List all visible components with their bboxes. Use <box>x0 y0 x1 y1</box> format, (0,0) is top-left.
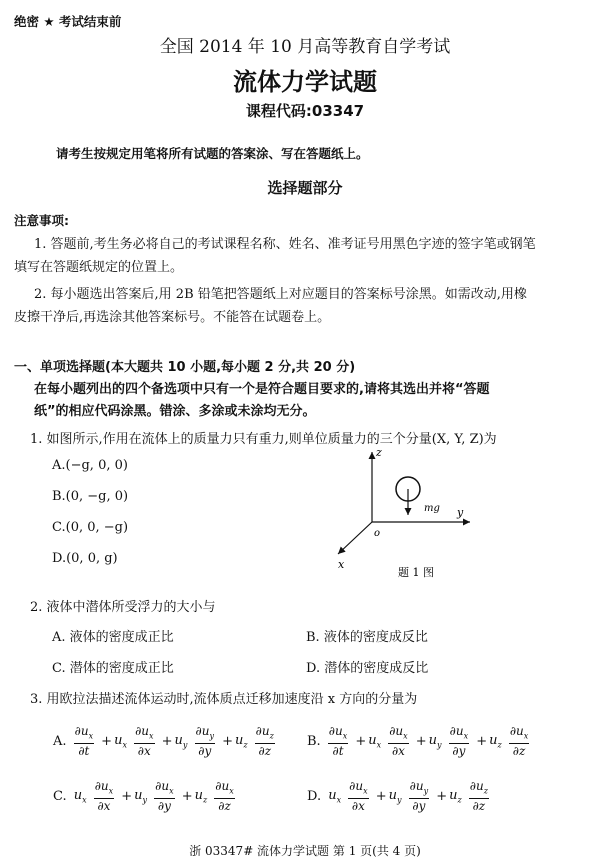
exam-title: 全国 2014 年 10 月高等教育自学考试 <box>159 37 451 57</box>
q2-option-b: B. 液体的密度成反比 <box>306 630 428 645</box>
page-footer: 浙 03347# 流体力学试题 第 1 页(共 4 页) <box>189 844 421 858</box>
figure-caption: 题 1 图 <box>398 566 434 579</box>
secret-label: 绝密 ★ 考试结束前 <box>14 14 122 29</box>
q3-option-c: C. $u_x$ $\frac{\partial u_x}{\partial x}$ + $u_y$ $\frac{\partial u_x}{\partial y}$ + $u_z$ $\frac{\partial u_x}{\partial z}$ <box>53 779 234 814</box>
notes-heading: 注意事项: <box>14 213 69 228</box>
q3-option-b: B. $\frac{\partial u_x}{\partial t}$ + $u_x$ $\frac{\partial u_x}{\partial x}$ + $u_y$ $\frac{\partial u_x}{\partial y}$ + $u_z$ $\frac{\partial u_x}{\partial z}$ <box>307 724 529 759</box>
fig-label-o: o <box>374 528 381 539</box>
q3-option-b-label: B. <box>307 733 321 749</box>
q1-stem: 1. 如图所示,作用在流体上的质量力只有重力,则单位质量力的三个分量(X, Y, Z)为 <box>30 432 497 447</box>
note-2-line-1: 2. 每小题选出答案后,用 2B 铅笔把答题纸上对应题目的答案标号涂黑。如需改动,用橡 <box>34 287 527 302</box>
q3-option-c-label: C. <box>53 788 67 804</box>
q3-option-a: A. $\frac{\partial u_x}{\partial t}$ + $u_x$ $\frac{\partial u_x}{\partial x}$ + $u_y$ $\frac{\partial u_y}{\partial y}$ + $u_z$ $\frac{\partial u_z}{\partial z}$ <box>53 724 274 759</box>
section-title: 选择题部分 <box>267 179 343 197</box>
fig-label-mg: mg <box>424 503 440 514</box>
q1-option-d: D.(0, 0, g) <box>52 551 118 566</box>
q1-option-a: A.(−g, 0, 0) <box>52 458 128 473</box>
fig-label-z: z <box>376 446 382 459</box>
part1-desc-line-1: 在每小题列出的四个备选项中只有一个是符合题目要求的,请将其选出并将“答题 <box>34 382 490 397</box>
course-code: 课程代码:03347 <box>245 102 365 120</box>
fig-label-x: x <box>338 558 345 571</box>
x-axis <box>338 522 372 554</box>
q3-stem: 3. 用欧拉法描述流体运动时,流体质点迁移加速度沿 x 方向的分量为 <box>30 692 418 707</box>
part1-title: 一、单项选择题(本大题共 10 小题,每小题 2 分,共 20 分) <box>14 360 356 375</box>
q3-option-a-label: A. <box>53 733 67 749</box>
note-2-line-2: 皮擦干净后,再选涂其他答案标号。不能答在试题卷上。 <box>14 310 331 325</box>
subject-title: 流体力学试题 <box>233 68 377 96</box>
q2-option-d: D. 潜体的密度成反比 <box>306 661 429 676</box>
q1-option-b: B.(0, −g, 0) <box>52 489 129 504</box>
fig-label-y: y <box>457 506 464 519</box>
q2-stem: 2. 液体中潜体所受浮力的大小与 <box>30 600 216 615</box>
note-1-line-1: 1. 答题前,考生务必将自己的考试课程名称、姓名、准考证号用黑色字迹的签字笔或钢笔 <box>34 237 536 252</box>
q3-option-d-label: D. <box>307 788 322 804</box>
part1-desc-line-2: 纸”的相应代码涂黑。错涂、多涂或未涂均无分。 <box>34 404 316 419</box>
note-1-line-2: 填写在答题纸规定的位置上。 <box>14 260 184 275</box>
q1-option-c: C.(0, 0, −g) <box>52 520 129 535</box>
q2-option-a: A. 液体的密度成正比 <box>52 630 174 645</box>
answer-instruction: 请考生按规定用笔将所有试题的答案涂、写在答题纸上。 <box>56 146 369 161</box>
q2-option-c: C. 潜体的密度成正比 <box>52 661 174 676</box>
q1-figure <box>330 440 500 585</box>
q3-option-d: D. $u_x$ $\frac{\partial u_x}{\partial x}$ + $u_y$ $\frac{\partial u_y}{\partial y}$ + $u_z$ $\frac{\partial u_z}{\partial z}$ <box>307 779 488 814</box>
